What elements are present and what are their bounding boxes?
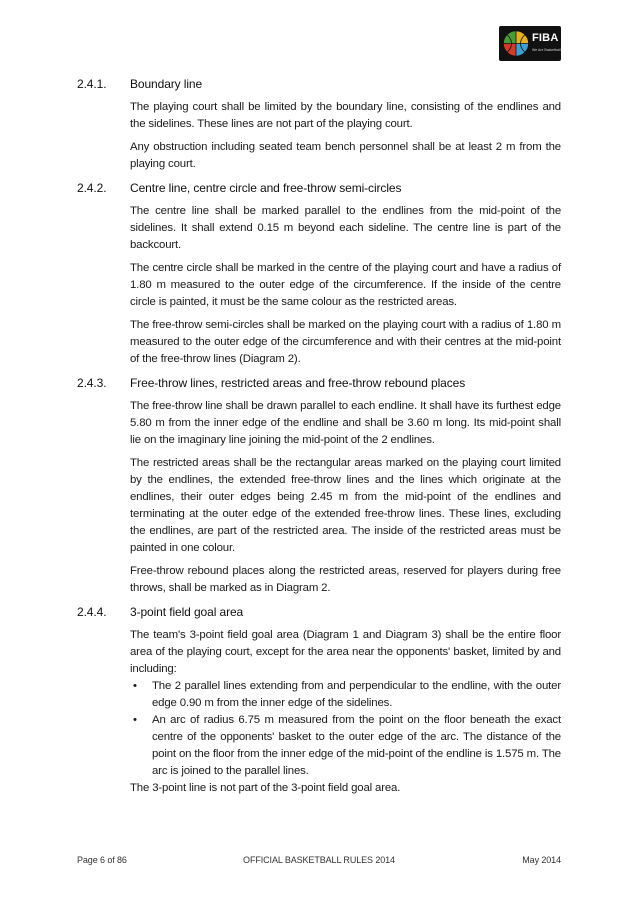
paragraph: The free-throw line shall be drawn parallel to each endline. It shall have its furthest edge 5.80 m from the inner edge of the endline and shall be 3.60 m long. Its mid-point shall lie on the imaginary line joining the mid-point of the 2 endlines. (130, 400, 561, 446)
paragraph: The 3-point line is not part of the 3-point field goal area. (130, 782, 401, 794)
section-title: Boundary line (130, 77, 203, 91)
list-item (130, 678, 561, 712)
section-number: 2.4.4. (77, 605, 107, 619)
section-heading (77, 375, 561, 392)
list-item (130, 712, 561, 780)
section-heading (77, 76, 561, 93)
document-body (77, 72, 561, 803)
bullet-icon: • (133, 714, 137, 726)
document-date: May 2014 (522, 855, 561, 865)
list-item-text: The 2 parallel lines extending from and perpendicular to the endline, with the outer edge 0.90 m from the inner edge of the sidelines. (152, 680, 561, 709)
paragraph: The centre line shall be marked parallel to the endlines from the mid-point of the sidelines. It shall extend 0.15 m beyond each sideline. The centre line is part of the backcourt. (130, 205, 561, 251)
section-free-throw-lines (77, 375, 561, 597)
document-title: OFFICIAL BASKETBALL RULES 2014 (243, 855, 395, 865)
paragraph: The restricted areas shall be the rectangular areas marked on the playing court limited by the endlines, the extended free-throw lines and the lines which originate at the endlines, their outer edges being 2.45 m from the mid-point of the endlines and terminating at the outer edge of the extended free-throw lines. These lines, excluding the endlines, are part of the restricted area. The inside of the restricted areas must be painted in one colour. (130, 457, 561, 554)
section-title: Centre line, centre circle and free-throw semi-circles (130, 181, 402, 195)
page-number: Page 6 of 86 (77, 855, 127, 865)
paragraph: The free-throw semi-circles shall be marked on the playing court with a radius of 1.80 m measured to the outer edge of the circumference and with their centres at the mid-point of the free-throw lines (Diagram 2). (130, 319, 561, 365)
section-number: 2.4.3. (77, 376, 107, 390)
logo-tagline: We Are Basketball (532, 48, 561, 52)
section-centre-line (77, 180, 561, 368)
section-number: 2.4.1. (77, 77, 107, 91)
paragraph: The playing court shall be limited by the boundary line, consisting of the endlines and the sidelines. These lines are not part of the playing court. (130, 101, 561, 130)
section-title: Free-throw lines, restricted areas and free-throw rebound places (130, 376, 466, 390)
page-footer (77, 855, 561, 869)
section-heading (77, 180, 561, 197)
paragraph: The centre circle shall be marked in the centre of the playing court and have a radius of 1.80 m measured to the outer edge of the circumference. If the inside of the centre circle is painted, it must be the same colour as the restricted areas. (130, 262, 561, 308)
list-item-text: An arc of radius 6.75 m measured from the point on the floor beneath the exact centre of the opponents' basket to the outer edge of the arc. The distance of the point on the floor from the inner edge of the mid-point of the endline is 1.575 m. The arc is joined to the parallel lines. (152, 714, 561, 777)
paragraph: Any obstruction including seated team bench personnel shall be at least 2 m from the playing court. (130, 141, 561, 170)
paragraph: The team's 3-point field goal area (Diagram 1 and Diagram 3) shall be the entire floor area of the playing court, except for the area near the opponents' basket, limited by and including: (130, 629, 561, 675)
paragraph: Free-throw rebound places along the restricted areas, reserved for players during free throws, shall be marked as in Diagram 2. (130, 565, 561, 594)
section-heading (77, 604, 561, 621)
bullet-icon: • (133, 680, 137, 692)
logo-wordmark: FIBA (532, 32, 559, 44)
section-3-point-area (77, 604, 561, 797)
section-title: 3-point field goal area (130, 605, 244, 619)
fiba-logo (499, 26, 561, 61)
section-number: 2.4.2. (77, 181, 107, 195)
section-boundary-line (77, 76, 561, 173)
bullet-list (130, 678, 561, 780)
